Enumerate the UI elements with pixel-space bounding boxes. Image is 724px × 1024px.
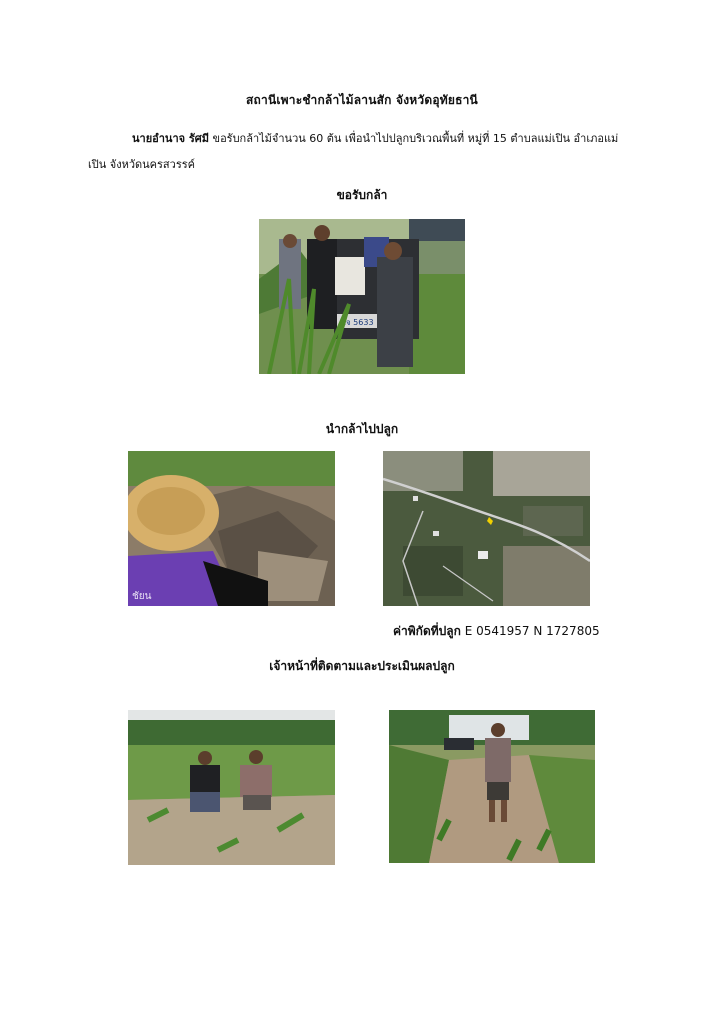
requester-name: นายอำนาจ รัศมี	[132, 132, 210, 145]
coordinates-value: E 0541957 N 1727805	[460, 624, 600, 638]
request-paragraph	[88, 126, 633, 178]
section-heading-receive: ขอรับกล้า	[336, 188, 388, 202]
request-text: ขอรับกล้าไม้จำนวน 60 ต้น เพื่อนำไปปลูกบริเวณพื้นที่ หมู่ที่ 15 ตำบลแม่เปิน อำเภอแม่เปิน จังหวัดนครสวรรค์	[88, 132, 619, 171]
satellite-map	[383, 451, 590, 606]
section-heading-monitoring: เจ้าหน้าที่ติดตามและประเมินผลปลูก	[269, 659, 455, 673]
shirt-text: ชัยน	[132, 591, 152, 602]
vehicle-plate: ฆจ 5633	[340, 318, 374, 327]
photo-monitoring-2	[389, 710, 595, 863]
photo-receiving-seedlings	[259, 219, 465, 374]
photo-planting	[128, 451, 335, 606]
section-heading-planting: นำกล้าไปปลูก	[325, 422, 399, 436]
coordinates-caption	[393, 622, 600, 641]
photo-monitoring-1	[128, 710, 335, 865]
coordinates-label: ค่าพิกัดที่ปลูก	[393, 624, 461, 638]
document-title: สถานีเพาะชำกล้าไม้ลานสัก จังหวัดอุทัยธานี	[246, 93, 478, 107]
